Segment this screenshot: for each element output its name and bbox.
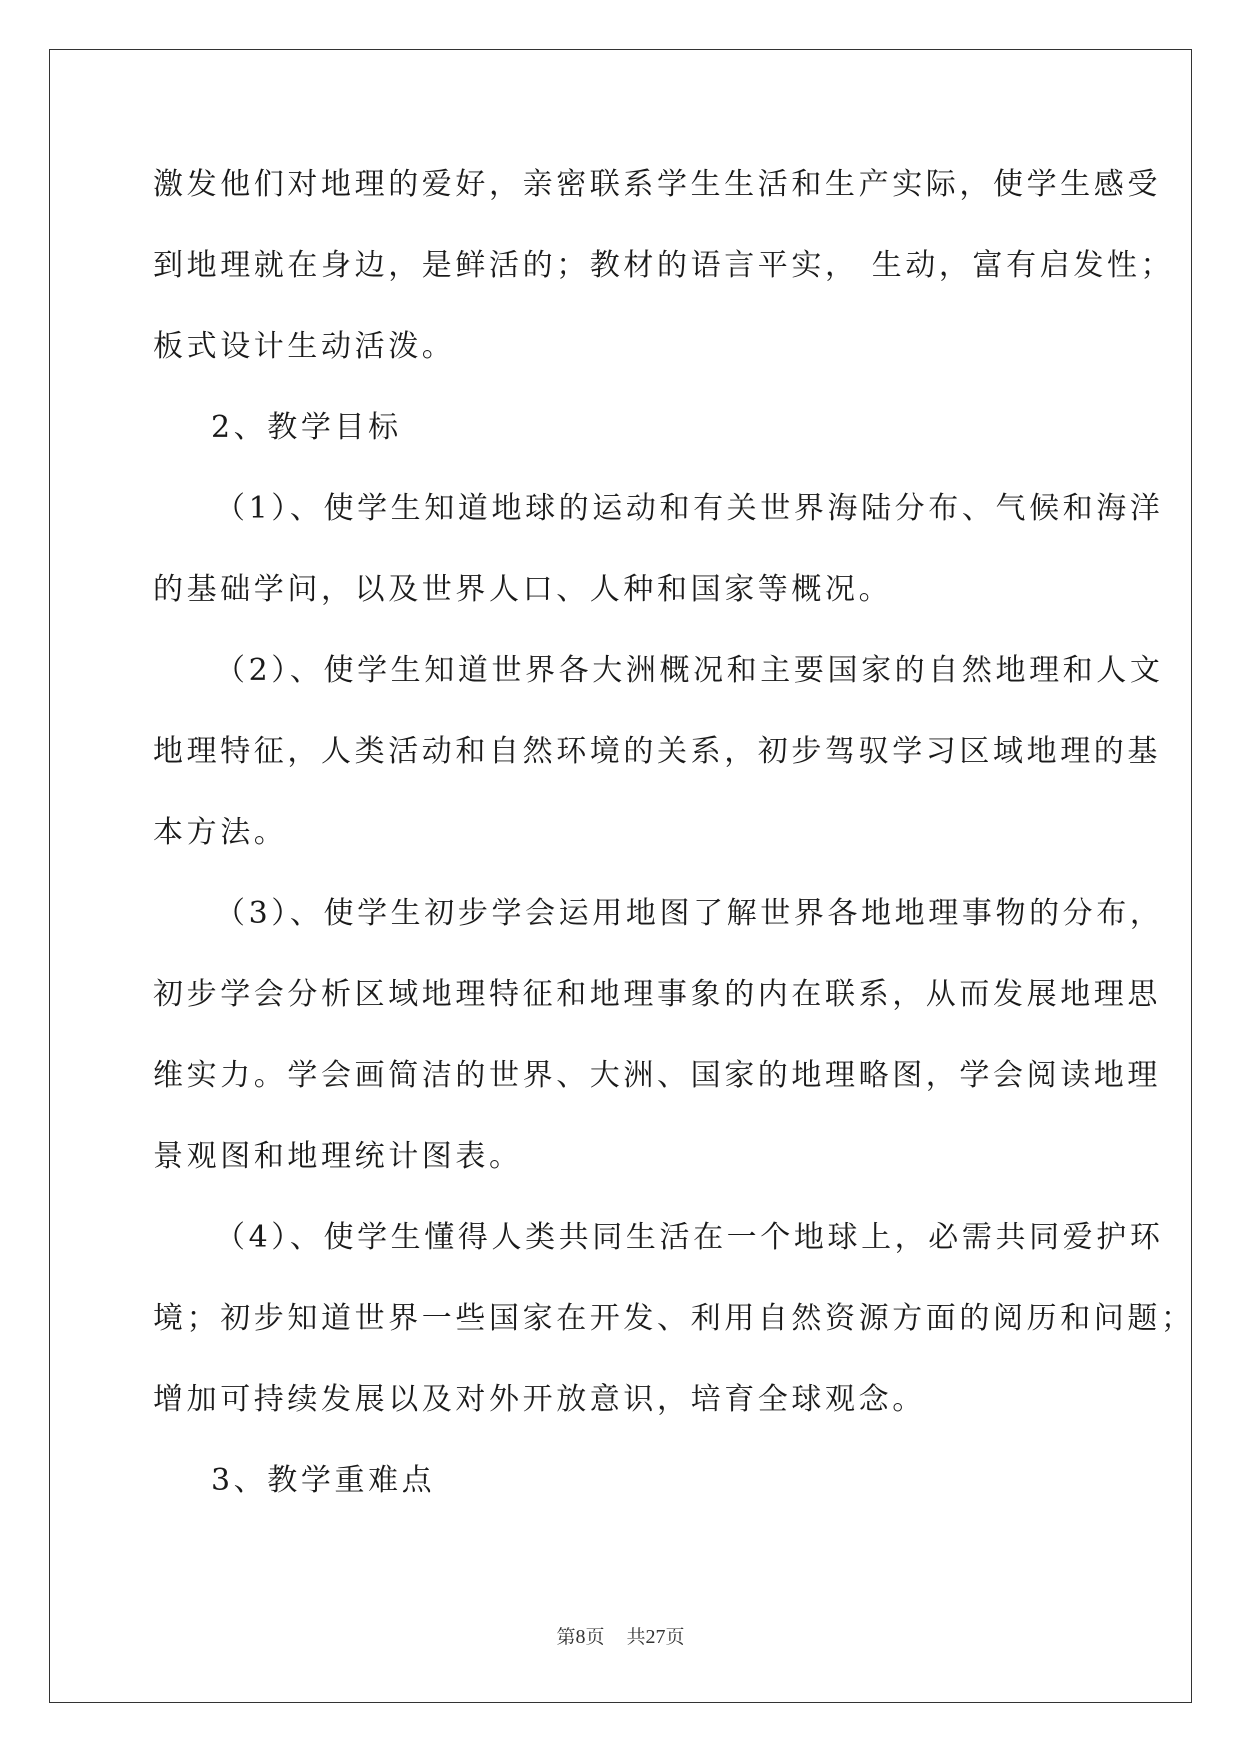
paragraph-line: （3）、使学生初步学会运用地图了解世界各地地理事物的分布， [215,896,1164,931]
page-footer [0,1622,1241,1649]
page-suffix: 页 [585,1626,605,1648]
paragraph-line: （2）、使学生知道世界各大洲概况和主要国家的自然地理和人文 [215,653,1164,688]
paragraph-line: 激发他们对地理的爱好，亲密联系学生生活和生产实际，使学生感受 [153,167,1161,202]
paragraph-line: （4）、使学生懂得人类共同生活在一个地球上，必需共同爱护环 [215,1220,1164,1255]
section-heading: 3、教学重难点 [211,1463,436,1498]
page-prefix: 第 [556,1626,576,1648]
page-border [49,49,1192,1703]
paragraph-line: 维实力。学会画简洁的世界、大洲、国家的地理略图，学会阅读地理 [153,1058,1161,1093]
paragraph-line: 增加可持续发展以及对外开放意识，培育全球观念。 [153,1382,926,1417]
paragraph-line: 初步学会分析区域地理特征和地理事象的内在联系，从而发展地理思 [153,977,1161,1012]
paragraph-line: 境；初步知道世界一些国家在开发、利用自然资源方面的阅历和问题； [153,1301,1195,1336]
page-number: 8 [575,1626,586,1648]
paragraph-line: 的基础学问，以及世界人口、人种和国家等概况。 [153,572,893,607]
total-prefix: 共 [626,1626,646,1648]
paragraph-line: 板式设计生动活泼。 [153,329,456,364]
total-suffix: 页 [665,1626,685,1648]
paragraph-line: 本方法。 [153,815,288,850]
paragraph-line: （1）、使学生知道地球的运动和有关世界海陆分布、气候和海洋 [215,491,1164,526]
paragraph-line: 景观图和地理统计图表。 [153,1139,523,1174]
section-heading: 2、教学目标 [211,410,402,445]
total-pages: 27 [645,1626,666,1648]
paragraph-line: 地理特征，人类活动和自然环境的关系，初步驾驭学习区域地理的基 [153,734,1161,769]
paragraph-line: 到地理就在身边，是鲜活的；教材的语言平实， 生动，富有启发性； [153,248,1175,283]
